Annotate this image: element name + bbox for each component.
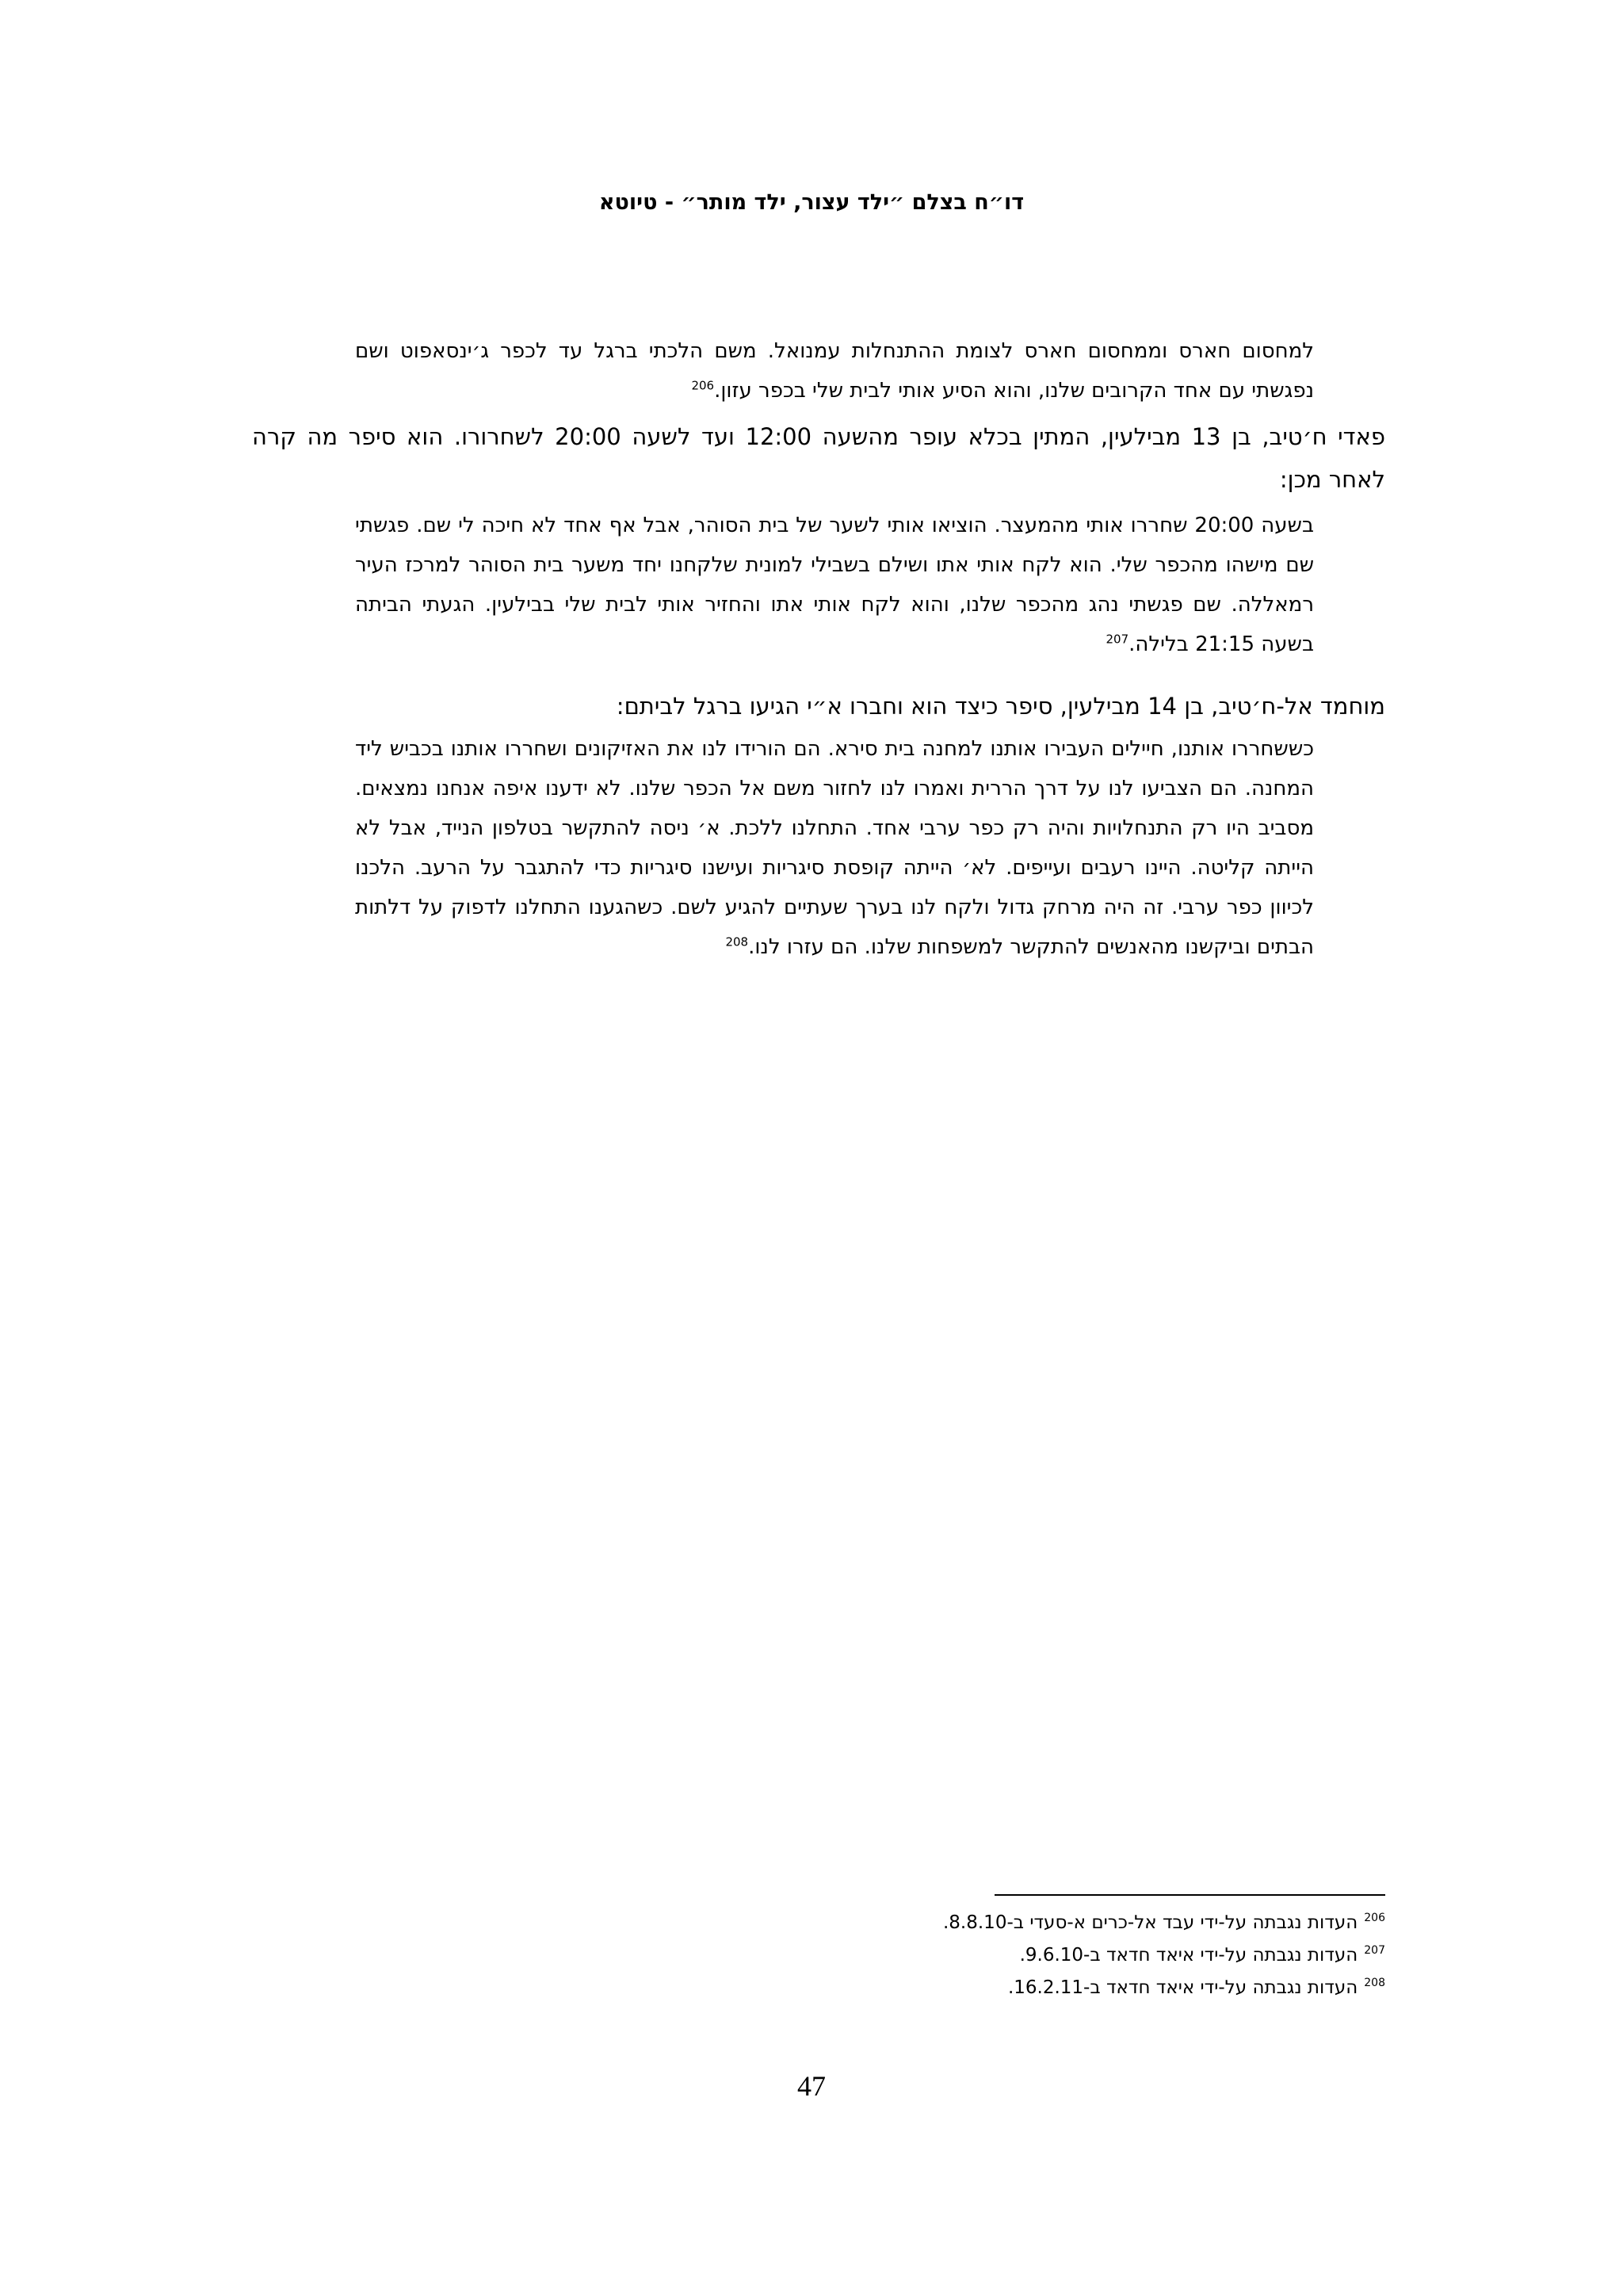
quote-text: בשעה 20:00 שחררו אותי מהמעצר. הוציאו אותי לשער של בית הסוהר, אבל אף אחד לא חיכה לי שם. פגשתי שם מישהו מהכפר שלי. הוא לקח אותי אתו ושילם בשבילי למונית שלקחנו יחד משער בית הסוהר למרכז העיר רמאללה. שם פגשתי נהג מהכפר שלנו, והוא לקח אותי אתו והחזיר אותי לבית שלי בבילעין. הגעתי הביתה בשעה 21:15 בלילה.: [355, 514, 1314, 656]
page-header-title: דו״ח בצלם ״ילד עצור, ילד מותר״ - טיוטא: [598, 190, 1025, 215]
footnote-number: 206: [1364, 1912, 1385, 1925]
narrative-paragraph-1: [252, 415, 1385, 501]
testimony-quote-1: [355, 331, 1314, 411]
footnotes-section: [672, 1907, 1385, 2004]
footnote-reference: 206: [691, 378, 715, 393]
footnote-separator: [995, 1894, 1385, 1896]
page-number: 47: [797, 2070, 826, 2102]
quote-text: כששחררו אותנו, חיילים העבירו אותנו למחנה בית סירא. הם הורידו לנו את האזיקונים ושחררו אותנו בכביש ליד המחנה. הם הצביעו לנו על דרך הררית ואמרו לנו לחזור משם אל הכפר שלנו. לא ידענו איפה אנחנו נמצאים. מסביב היו רק התנחלויות והיה רק כפר ערבי אחד. התחלנו ללכת. א׳ ניסה להתקשר בטלפון הנייד, אבל לא הייתה קליטה. היינו רעבים ועייפים. לא׳ הייתה קופסת סיגריות ועישנו סיגריות כדי להתגבר על הרעב. הלכנו לכיוון כפר ערבי. זה היה מרחק גדול ולקח לנו בערך שעתיים להגיע לשם. כשהגענו התחלנו לדפוק על דלתות הבתים וביקשנו מהאנשים להתקשר למשפחות שלנו. הם עזרו לנו.: [355, 737, 1314, 959]
footnote-206: [672, 1907, 1385, 1939]
footnote-text: העדות נגבתה על-ידי איאד חדאד ב-16.2.11.: [1007, 1977, 1358, 1998]
testimony-quote-3: [355, 729, 1314, 967]
footnote-text: העדות נגבתה על-ידי עבד אל-כרים א-סעדי ב-8.8.10.: [942, 1912, 1358, 1933]
footnote-text: העדות נגבתה על-ידי איאד חדאד ב-9.6.10.: [1019, 1945, 1358, 1966]
footnote-reference: 208: [725, 934, 749, 949]
narrative-paragraph-2: [252, 685, 1385, 728]
quote-text: למחסום חארס וממחסום חארס לצומת ההתנחלות עמנואל. משם הלכתי ברגל עד לכפר ג׳ינסאפוט ושם נפגשתי עם אחד הקרובים שלנו, והוא הסיע אותי לבית שלי בכפר עזון.: [355, 339, 1314, 403]
footnote-208: [672, 1972, 1385, 2004]
footnote-number: 208: [1364, 1977, 1385, 1990]
narrative-text: פאדי ח׳טיב, בן 13 מבילעין, המתין בכלא עופר מהשעה 12:00 ועד לשעה 20:00 לשחרורו. הוא סיפר מה קרה לאחר מכן:: [252, 423, 1385, 493]
footnote-207: [672, 1939, 1385, 1972]
testimony-quote-2: [355, 506, 1314, 664]
footnote-number: 207: [1364, 1944, 1385, 1958]
footnote-reference: 207: [1106, 632, 1129, 647]
narrative-text: מוחמד אל-ח׳טיב, בן 14 מבילעין, סיפר כיצד הוא וחברו א״י הגיעו ברגל לביתם:: [616, 693, 1385, 720]
